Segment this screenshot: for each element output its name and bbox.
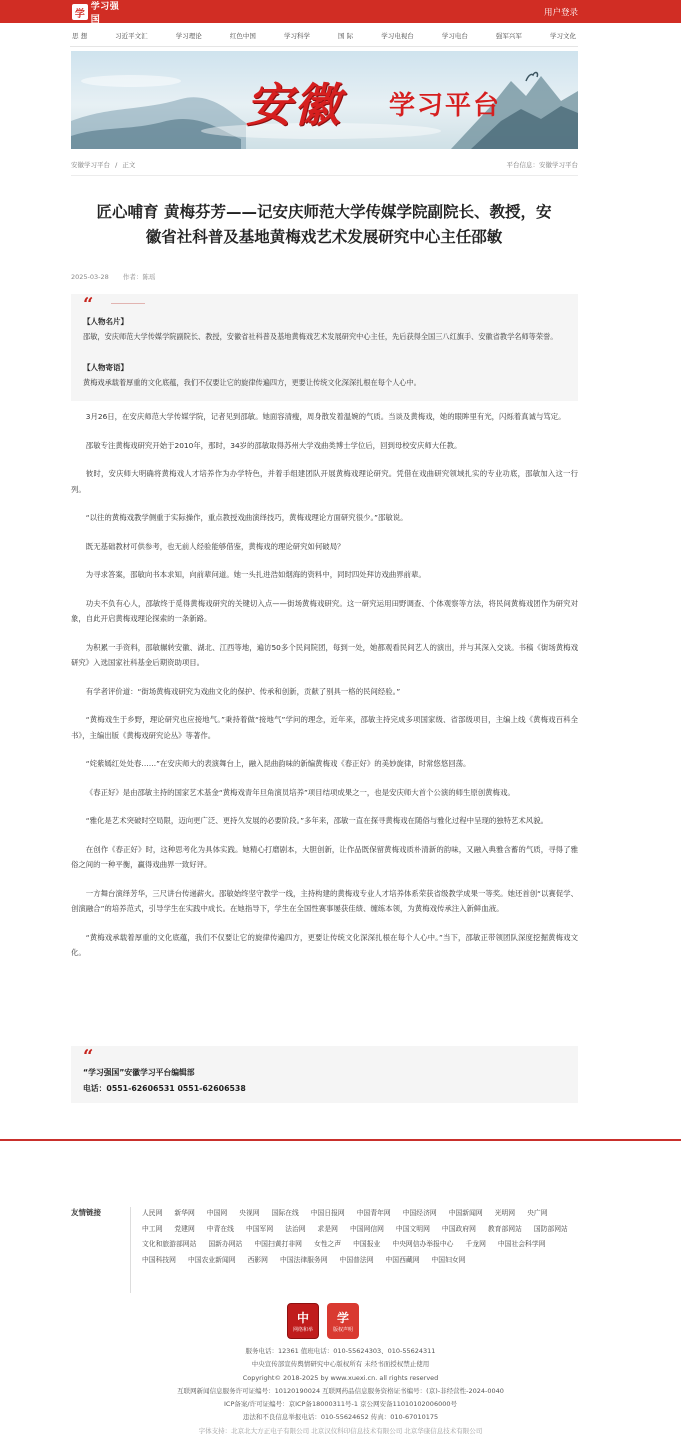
article-paragraph: 为积累一手资料，邵敏辗转安徽、湖北、江西等地，遍访50多个民间院团，每到一处，她都观看民间艺人的演出，并与其深入交谈。书稿《街场黄梅戏研究》入选国家社科基金后期资助项目。 (71, 642, 578, 667)
message-heading: 【人物寄语】 (83, 363, 128, 372)
friend-link[interactable]: 女性之声 (313, 1240, 342, 1248)
banner-subtitle: 学习平台 (389, 91, 502, 121)
nav-item[interactable]: 强军兴军 (495, 32, 522, 40)
article-title: 匠心哺育 黄梅芬芳——记安庆师范大学传媒学院副院长、教授，安徽省社科普及基地黄梅戏艺术发展研究中心主任邵敏 (96, 203, 552, 246)
friend-link[interactable]: 人民网 (142, 1209, 163, 1217)
friend-link[interactable]: 中国网信网 (349, 1224, 384, 1233)
friend-link[interactable]: 中国政府网 (441, 1224, 476, 1233)
nav-divider (70, 46, 578, 47)
article-paragraph: “黄梅戏生于乡野，理论研究也应接地气。”秉持着做“接地气”学问的理念，近年来，邵敏主持完成多项国家级、省部级项目，主编上线《黄梅戏百科全书》，主编出版《黄梅戏研究论丛》等著作。 (71, 715, 578, 740)
article-paragraph: 有学者评价道：“街场黄梅戏研究为戏曲文化的保护、传承和创新，贡献了别具一格的民间经验。” (85, 686, 401, 696)
article-paragraph: “以往的黄梅戏教学侧重于实际操作，重点教授戏曲演绎技巧，黄梅戏理论方面研究很少。”邵敏说。 (85, 513, 408, 522)
logo-text: 学习强国 (90, 2, 120, 25)
nav-item[interactable]: 学习电台 (441, 32, 468, 40)
article-paragraph: “姹紫嫣红处处春……”在安庆师大的表演舞台上，融入昆曲韵味的新编黄梅戏《春正好》的美妙旋律，时常悠悠回荡。 (85, 759, 471, 768)
friend-link[interactable]: 求是网 (317, 1224, 338, 1233)
nav-item[interactable]: 学习科学 (283, 32, 310, 40)
friend-link[interactable]: 中国西藏网 (385, 1255, 420, 1264)
nav-item[interactable]: 思 想 (72, 32, 88, 40)
friend-link[interactable]: 中国妇女网 (431, 1255, 466, 1264)
report-badge[interactable] (287, 1303, 319, 1339)
editor-phone: 电话：0551-62606531 0551-62606538 (83, 1084, 246, 1093)
friend-link[interactable]: 国防部网站 (533, 1224, 568, 1233)
article-paragraph: 既无基础教材可供参考，也无前人经验能够借鉴，黄梅戏的理论研究如何破局？ (85, 541, 345, 551)
friend-link[interactable]: 中国普法网 (339, 1255, 374, 1264)
article-date: 2025-03-28 (71, 273, 109, 281)
friend-link[interactable]: 中工网 (142, 1224, 163, 1233)
site-logo[interactable] (72, 2, 128, 25)
friend-link[interactable]: 中国报业 (353, 1240, 381, 1248)
quote-rule (111, 303, 145, 304)
friend-link[interactable]: 中国军网 (245, 1224, 274, 1233)
friend-link[interactable]: 中国科技网 (142, 1255, 176, 1264)
nav-item[interactable]: 学习电视台 (381, 32, 414, 40)
friend-link[interactable]: 中国社会科学网 (497, 1240, 546, 1248)
article-body (71, 409, 578, 974)
footer-divider (0, 1139, 681, 1141)
footer-line: 互联网新闻信息服务许可证编号：10120190024 互联网药品信息服务资格证书编号：(京)-非经营性-2024-0040 (177, 1386, 504, 1395)
report-badge-label: 网络和举 (292, 1327, 313, 1333)
article-meta (71, 272, 167, 281)
nav-item[interactable]: 学习文化 (550, 32, 576, 40)
footer-line: Copyright© 2018-2025 by www.xuexi.cn. all rights reserved (242, 1373, 439, 1382)
friend-link[interactable]: 中央网信办举报中心 (392, 1240, 454, 1248)
friend-link[interactable]: 中国经济网 (402, 1209, 437, 1217)
friend-link[interactable]: 中国网 (206, 1209, 228, 1217)
banner-title: 安徽 (246, 78, 342, 132)
article-paragraph: 在创作《春正好》时，这种思考化为具体实践。她精心打磨剧本，大胆创新，让作品既保留黄梅戏质朴清新的韵味，又融入典雅含蓄的气质，寻得了雅俗之间的一种平衡，赢得戏曲界一致好评。 (71, 844, 578, 869)
footer-line: 中央宣传部宣传舆情研究中心版权所有 未经书面授权禁止使用 (251, 1360, 430, 1369)
article-author: 作者：陈瑶 (122, 273, 156, 281)
copyright-badge-icon: 学 (336, 1311, 349, 1325)
friend-link[interactable]: 中国扫黄打非网 (254, 1240, 302, 1248)
quote-icon: “ (83, 294, 94, 315)
article-paragraph: 功夫不负有心人，邵敏终于觅得黄梅戏研究的关键切入点——街场黄梅戏研究。这一研究运用田野调查、个体观察等方法，将民间黄梅戏团作为研究对象，自此开启黄梅戏理论探索的一条新路。 (71, 598, 578, 623)
profile-heading: 【人物名片】 (83, 317, 128, 326)
breadcrumb-current: 正文 (122, 161, 136, 169)
friend-link[interactable]: 中国农业新闻网 (187, 1255, 236, 1264)
article-paragraph: 为寻求答案，邵敏向书本求知，向前辈问道。她一头扎进浩如烟海的资料中，同时四处拜访戏曲界前辈。 (85, 570, 426, 579)
footer-line: 违法和不良信息举报电话：010-55624652 传真：010-67010175 (242, 1413, 439, 1422)
font-support: 字体支持：北京北大方正电子有限公司 北京汉仪科印信息技术有限公司 北京华康信息技术有限公司 (198, 1426, 483, 1435)
main-nav (70, 31, 578, 45)
copyright-badge-label: 版权声明 (332, 1327, 353, 1333)
friend-link[interactable]: 文化和旅游部网站 (142, 1240, 197, 1248)
nav-item[interactable]: 国 际 (338, 32, 354, 40)
friend-link[interactable]: 新华网 (174, 1209, 195, 1217)
article-paragraph: “黄梅戏承载着厚重的文化底蕴，我们不仅要让它的旋律传遍四方，更要让传统文化深深扎根在每个人心中。”当下，邵敏正带领团队深度挖掘黄梅戏文化。 (71, 932, 578, 957)
top-bar (0, 0, 681, 23)
profile-text: 邵敏，安庆师范大学传媒学院副院长、教授，安徽省社科普及基地黄梅戏艺术发展研究中心主任，先后获得全国三八红旗手、安徽省教学名师等荣誉。 (83, 332, 558, 341)
profile-quote-box (71, 294, 578, 401)
footer-line: ICP备案/许可证编号：京ICP备18000311号-1 京公网安备11010102006000号 (224, 1400, 457, 1409)
article-paragraph: 《春正好》是由邵敏主持的国家艺术基金“黄梅戏青年旦角演员培养”项目结项成果之一，也是安庆师大首个公演的师生原创黄梅戏。 (85, 787, 515, 797)
friend-link[interactable]: 国新办网站 (208, 1240, 243, 1248)
article-paragraph: “雅化是艺术突破时空局限，迈向更广泛、更持久发展的必要阶段。”多年来，邵敏一直在探寻黄梅戏在随俗与雅化过程中呈现的独特艺术风貌。 (85, 816, 548, 825)
site-footer (0, 1345, 681, 1438)
friend-link[interactable]: 光明网 (494, 1209, 516, 1217)
links-label: 友情链接 (71, 1208, 101, 1217)
article-paragraph: 3月26日，在安庆师范大学传媒学院，记者见到邵敏。她面容清瘦，周身散发着温婉的气质。当谈及黄梅戏，她的眼眸里有光，闪烁着真诚与笃定。 (85, 412, 566, 421)
breadcrumb (71, 160, 135, 169)
breadcrumb-sep: / (115, 161, 118, 169)
friend-link[interactable]: 法治网 (285, 1224, 306, 1233)
nav-item[interactable]: 红色中国 (229, 32, 256, 40)
friend-link[interactable]: 教育部网站 (487, 1224, 522, 1233)
links-separator (130, 1207, 131, 1293)
friend-links (142, 1206, 582, 1268)
editor-box (71, 1046, 578, 1103)
friend-link[interactable]: 央视网 (239, 1209, 260, 1217)
nav-item[interactable]: 学习理论 (175, 32, 202, 40)
friend-link[interactable]: 中国青年网 (356, 1209, 391, 1217)
friend-link[interactable]: 千龙网 (465, 1240, 486, 1248)
article-paragraph: 彼时，安庆师大明确将黄梅戏人才培养作为办学特色，并着手组建团队开展黄梅戏理论研究。凭借在戏曲研究领域扎实的专业功底，邵敏加入这一行列。 (71, 469, 578, 494)
article-paragraph: 一方舞台演绎芳华，三尺讲台传递薪火。邵敏始终坚守教学一线，主持构建的黄梅戏专业人才培养体系荣获省级教学成果一等奖。她还首创“以赛促学、创演融合”的培养范式，引导学生在实践中成长。在她指导下，学生在全国性赛事屡获佳绩、缠练本领，为黄梅戏传承注入新鲜血液。 (71, 888, 578, 913)
breadcrumb-home[interactable]: 安徽学习平台 (71, 161, 110, 169)
report-badge-icon: 中 (296, 1311, 309, 1325)
quote-icon: “ (83, 1046, 94, 1067)
friend-link[interactable]: 中国文明网 (395, 1224, 430, 1233)
logo-seal: 学 (72, 4, 88, 20)
breadcrumb-divider (71, 175, 578, 176)
friend-link[interactable]: 中国日报网 (310, 1209, 345, 1217)
friend-link[interactable]: 国际在线 (271, 1209, 299, 1217)
friend-link[interactable]: 中国新闻网 (448, 1209, 483, 1217)
login-link[interactable]: 用户登录 (543, 8, 578, 18)
nav-item[interactable]: 习近平文汇 (115, 32, 148, 40)
banner (71, 51, 578, 149)
footer-line: 服务电话：12361 值班电话：010-55624303、010-55624311 (245, 1347, 436, 1355)
platform-info: 平台信息：安徽学习平台 (506, 161, 578, 169)
footer-badges (287, 1303, 359, 1339)
friend-link[interactable]: 中青在线 (206, 1224, 234, 1233)
article-paragraph: 邵敏专注黄梅戏研究开始于2010年，那时，34岁的邵敏取得苏州大学戏曲类博士学位后，回到母校安庆师大任教。 (85, 440, 462, 450)
friend-link[interactable]: 党建网 (174, 1224, 195, 1233)
friend-link[interactable]: 西影网 (247, 1255, 268, 1264)
copyright-badge[interactable] (327, 1303, 359, 1339)
editor-name: “学习强国”安徽学习平台编辑部 (83, 1068, 195, 1077)
message-text: 黄梅戏承载着厚重的文化底蕴，我们不仅要让它的旋律传遍四方，更要让传统文化深深扎根在每个人心中。 (83, 378, 421, 387)
friend-link[interactable]: 央广网 (527, 1209, 548, 1217)
friend-link[interactable]: 中国法律服务网 (279, 1255, 328, 1264)
